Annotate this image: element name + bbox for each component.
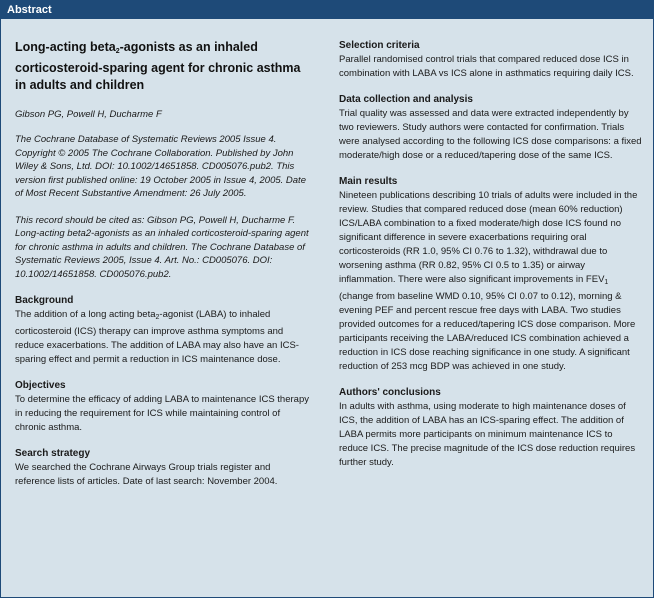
collection-text: Trial quality was assessed and data were extracted independently by two reviewers. Study authors were contacted for confirmation. Trials were analysed according to the following ICS dose comparisons: a fixed moderate/high dose or a reduced/tapering dose of the same ICS. xyxy=(339,108,642,161)
selection-text: Parallel randomised control trials that compared reduced dose ICS in combination with LABA vs ICS alone in asthmatics requiring daily ICS. xyxy=(339,54,634,79)
title-part1: Long-acting beta xyxy=(15,40,116,54)
abstract-header: Abstract xyxy=(1,1,653,19)
authors: Gibson PG, Powell H, Ducharme F xyxy=(15,109,162,120)
objectives-text: To determine the efficacy of adding LABA to maintenance ICS therapy in reducing the requirement for ICS while maintaining control of chronic asthma. xyxy=(15,394,309,433)
left-column xyxy=(15,39,311,501)
background-part2: -agonist (LABA) to inhaled corticosteroid (ICS) therapy can improve asthma symptoms and reduce exacerbations. The addition of LABA may also have an ICS-sparing effect and permit a reduction in ICS maintenance dose. xyxy=(15,309,299,365)
selection-heading: Selection criteria xyxy=(339,40,420,51)
collection-heading: Data collection and analysis xyxy=(339,94,473,105)
background-part1: The addition of a long acting beta xyxy=(15,309,156,320)
results-heading: Main results xyxy=(339,176,398,187)
results-part2: (change from baseline WMD 0.10, 95% CI 0.07 to 0.12), morning & evening PEF and percent rescue free days with LABA. Two studies provided outcomes for a reduced/tapering ICS dose comparison. More participants receiving the LABA/reduced ICS combination achieved a reduction in ICS dose reaching significance in one study. A significant reduction of 253 mcg BDP was achieved in one study. xyxy=(339,291,636,372)
article-title xyxy=(15,39,311,94)
conclusions-text: In adults with asthma, using moderate to high maintenance doses of ICS, the addition of LABA has an ICS-sparing effect. The addition of LABA permits more participants on minimum maintenance ICS to reduce ICS. The precise magnitude of the ICS dose reduction requires further study. xyxy=(339,401,636,468)
background-text xyxy=(15,308,311,367)
results-part1: Nineteen publications describing 10 trials of adults were included in the review. Studies that compared reduced dose (mean 60% reduction) ICS/LABA combination to a fixed moderate/high dose ICS found no significant difference in severe exacerbations requiring oral corticosteroids (RR 1.0, 95% CI 0.76 to 1.32), withdrawal due to worsening asthma (RR 0.82, 95% CI 0.5 to 1.35) or airway inflammation. There were also significant improvements in FEV xyxy=(339,190,638,285)
results-subscript: 1 xyxy=(604,279,609,286)
columns xyxy=(1,19,653,501)
title-subscript: 2 xyxy=(115,48,120,55)
title-part2: -agonists as an inhaled corticosteroid-sparing agent for chronic asthma in adults and children xyxy=(15,40,301,92)
background-subscript: 2 xyxy=(155,314,160,321)
conclusions-heading: Authors' conclusions xyxy=(339,387,441,398)
search-heading: Search strategy xyxy=(15,448,91,459)
source-note: The Cochrane Database of Systematic Reviews 2005 Issue 4. Copyright © 2005 The Cochrane Collaboration. Published by John Wiley & Sons, Ltd. DOI: 10.1002/14651858. CD005076.pub2. This version first published online: 19 October 2005 in Issue 4, 2005. Date of Most Recent Substantive Amendment: 26 July 2005. xyxy=(15,134,306,199)
search-text: We searched the Cochrane Airways Group trials register and reference lists of articles. Date of last search: November 2004. xyxy=(15,462,278,487)
citation-note: This record should be cited as: Gibson PG, Powell H, Ducharme F. Long-acting beta2-agonists as an inhaled corticosteroid-sparing agent for chronic asthma in adults and children. The Cochrane Database of Systematic Reviews 2005, Issue 4. Art. No.: CD005076. DOI: 10.1002/14651858. CD005076.pub2. xyxy=(15,214,309,280)
right-column xyxy=(339,39,643,501)
results-text xyxy=(339,189,643,374)
background-heading: Background xyxy=(15,295,74,306)
objectives-heading: Objectives xyxy=(15,380,66,391)
